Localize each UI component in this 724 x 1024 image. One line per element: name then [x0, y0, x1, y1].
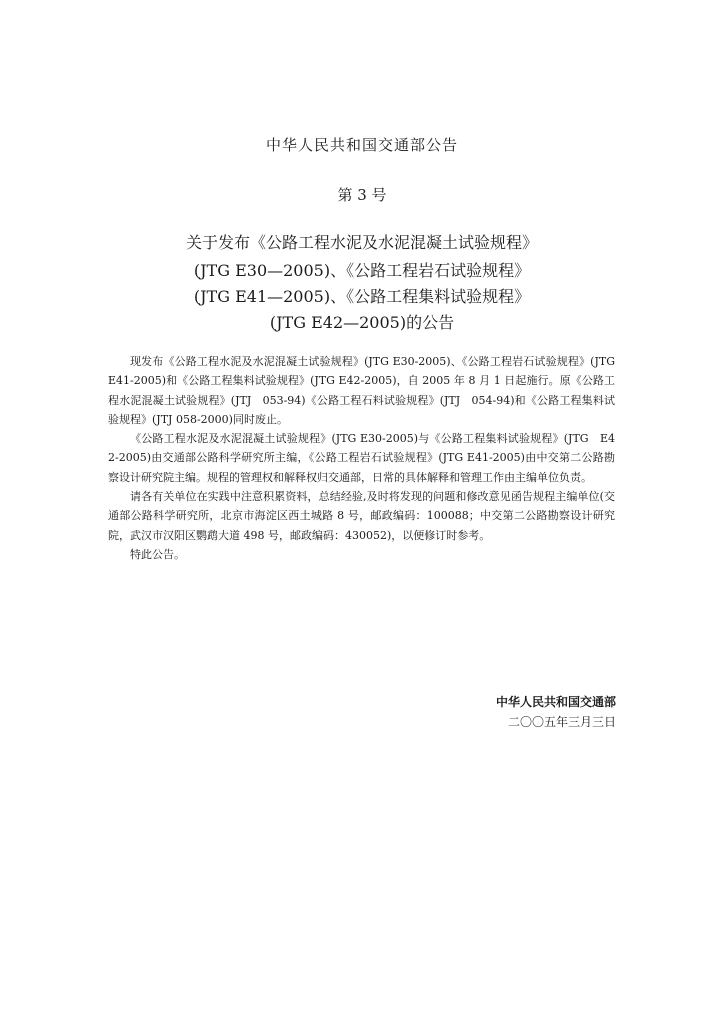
- signature-organization: 中华人民共和国交通部: [495, 695, 616, 709]
- signature-block: [496, 692, 616, 732]
- body-paragraph-4: 特此公告。: [130, 547, 185, 561]
- announcement-number: 第 3 号: [337, 186, 387, 204]
- body-paragraph-3: 请各有关单位在实践中注意积累资料，总结经验,及时将发现的问题和修改意见函告规程主编单位(交通部公路科学研究所，北京市海淀区西土城路 8 号，邮政编码：100088；中交第二公路勘察设计研究院，武汉市汉阳区鹦鹉大道 498 号，邮政编码：430052)，以便修订时参考。: [108, 490, 615, 542]
- signature-date: 二〇〇五年三月三日: [507, 715, 616, 729]
- subject-line-1: 关于发布《公路工程水泥及水泥混凝土试验规程》: [185, 233, 538, 252]
- subject-line-4: (JTG E42—2005)的公告: [269, 313, 455, 332]
- body-paragraph-1: 现发布《公路工程水泥及水泥混凝土试验规程》(JTG E30-2005)、《公路工程岩石试验规程》(JTG E41-2005)和《公路工程集料试验规程》(JTG E42-2005)，自 2005 年 8 月 1 日起施行。原《公路工程水泥混凝土试验规程》(JTJ 053-94)《公路工程石料试验规程》(JTJ 054-94)和《公路工程集料试验规程》(JTJ 058-2000)同时废止。: [108, 355, 615, 426]
- body-paragraph-2: 《公路工程水泥及水泥混凝土试验规程》(JTG E30-2005)与《公路工程集料试验规程》(JTG E42-2005)由交通部公路科学研究所主编，《公路工程岩石试验规程》(JTG E41-2005)由中交第二公路勘察设计研究院主编。规程的管理权和解释权归交通部，日常的具体解释和管理工作由主编单位负责。: [108, 432, 615, 484]
- announcement-body: [108, 352, 615, 564]
- announcement-title: 中华人民共和国交通部公告: [265, 136, 458, 154]
- subject-line-3: (JTG E41—2005)、《公路工程集料试验规程》: [193, 287, 531, 306]
- subject-line-2: (JTG E30—2005)、《公路工程岩石试验规程》: [193, 261, 531, 280]
